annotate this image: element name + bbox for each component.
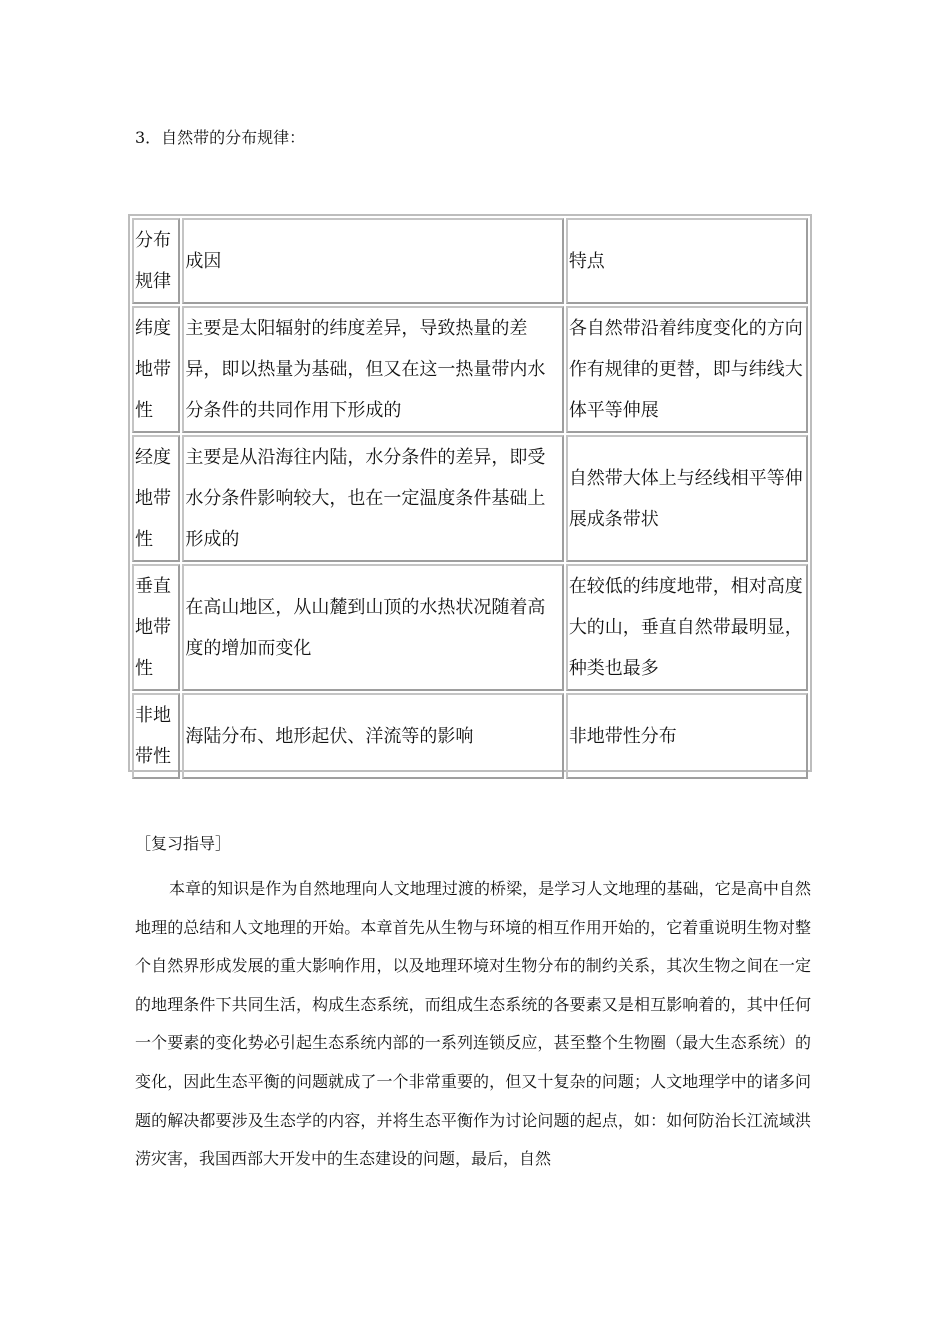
rule-cell: 非地带性 [132, 693, 180, 779]
review-paragraph: 本章的知识是作为自然地理向人文地理过渡的桥梁，是学习人文地理的基础，它是高中自然地理的总结和人文地理的开始。本章首先从生物与环境的相互作用开始的，它着重说明生物对整个自然界形成发展的重大影响作用，以及地理环境对生物分布的制约关系，其次生物之间在一定的地理条件下共同生活，构成生态系统，而组成生态系统的各要素又是相互影响着的，其中任何一个要素的变化势必引起生态系统内部的一系列连锁反应，甚至整个生物圈（最大生态系统）的变化，因此生态平衡的问题就成了一个非常重要的，但又十复杂的问题；人文地理学中的诸多问题的解决都要涉及生态学的内容，并将生态平衡作为讨论问题的起点，如：如何防治长江流域洪涝灾害，我国西部大开发中的生态建设的问题，最后，自然 [135, 879, 811, 1169]
feature-cell: 自然带大体上与经线相平等伸展成条带状 [566, 435, 808, 562]
table-row [132, 564, 808, 691]
rule-cell: 纬度地带性 [132, 306, 180, 433]
header-feature: 特点 [566, 218, 808, 304]
feature-cell: 在较低的纬度地带，相对高度大的山，垂直自然带最明显，种类也最多 [566, 564, 808, 691]
header-rule: 分布规律 [132, 218, 180, 304]
table-row [132, 435, 808, 562]
header-cause: 成因 [182, 218, 563, 304]
rule-cell: 经度地带性 [132, 435, 180, 562]
cause-cell: 海陆分布、地形起伏、洋流等的影响 [182, 693, 563, 779]
review-heading: ［复习指导］ [135, 834, 232, 853]
feature-cell: 各自然带沿着纬度变化的方向作有规律的更替，即与纬线大体平等伸展 [566, 306, 808, 433]
cause-cell: 主要是太阳辐射的纬度差异，导致热量的差异，即以热量为基础，但又在这一热量带内水分条件的共同作用下形成的 [182, 306, 563, 433]
cause-cell: 在高山地区，从山麓到山顶的水热状况随着高度的增加而变化 [182, 564, 563, 691]
natural-zone-table [128, 214, 812, 772]
table-row [132, 306, 808, 433]
table-row [132, 693, 808, 779]
feature-cell: 非地带性分布 [566, 693, 808, 779]
rule-cell: 垂直地带性 [132, 564, 180, 691]
section-heading: 3．自然带的分布规律： [135, 128, 306, 147]
table-header-row [132, 218, 808, 304]
cause-cell: 主要是从沿海往内陆，水分条件的差异，即受水分条件影响较大，也在一定温度条件基础上形成的 [182, 435, 563, 562]
